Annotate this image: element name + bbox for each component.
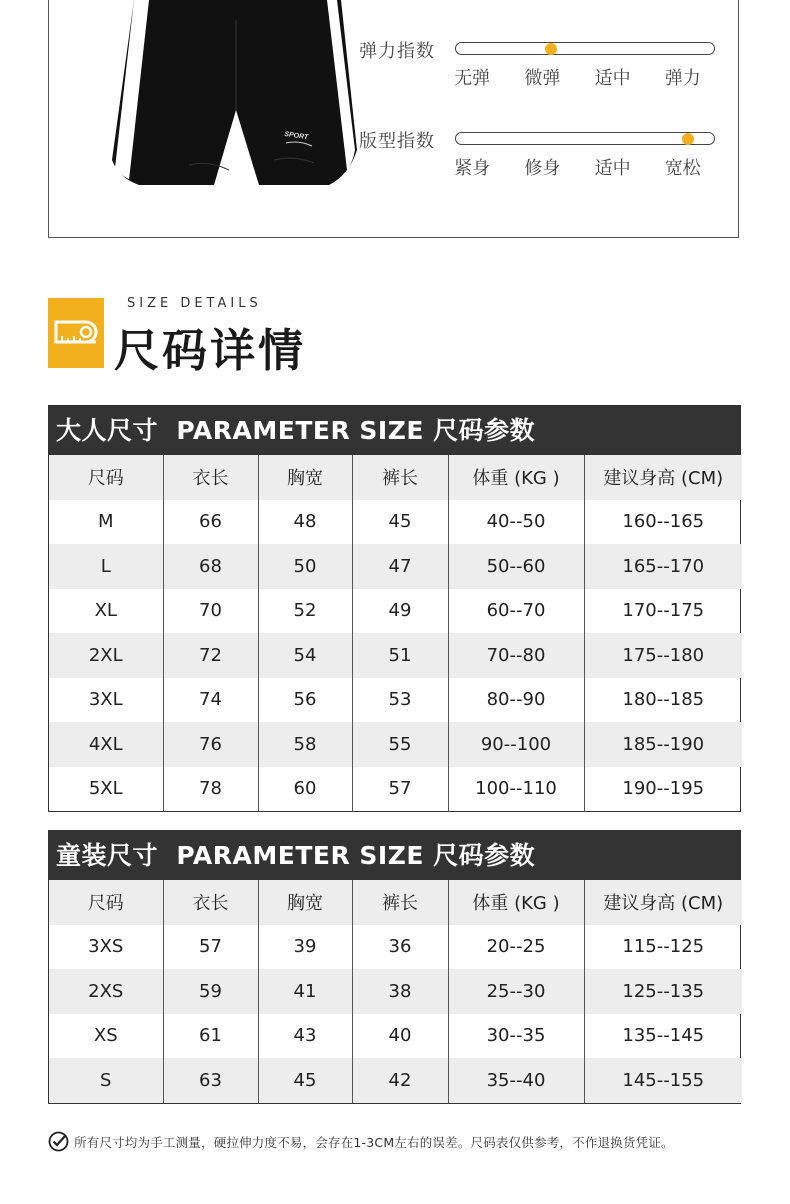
kids-table-cell: 63 bbox=[163, 1058, 258, 1103]
shorts-logo-text: SPORT bbox=[283, 130, 309, 142]
adult-table-cell: L bbox=[49, 544, 163, 589]
kids-table-cell: 36 bbox=[352, 925, 448, 970]
footnote-text: 所有尺寸均为手工测量，硬拉伸力度不易，会存在1-3CM左右的误差。尺码表仅供参考，不作退换货凭证。 bbox=[74, 1135, 674, 1150]
adult-table-cell: 70 bbox=[163, 589, 258, 634]
adult-table-row bbox=[49, 678, 742, 723]
kids-table-cell: 61 bbox=[163, 1014, 258, 1059]
adult-table-cell: 100--110 bbox=[448, 767, 584, 812]
elastic-index-marker bbox=[545, 43, 557, 55]
adult-table-cell: 60--70 bbox=[448, 589, 584, 634]
kids-table-cell: 2XS bbox=[49, 969, 163, 1014]
kids-table-cell: 3XS bbox=[88, 936, 124, 958]
adult-table-cell: 68 bbox=[163, 544, 258, 589]
kids-table-cell: 38 bbox=[352, 969, 448, 1014]
adult-table-cell: 60 bbox=[258, 767, 352, 812]
kids-size-table bbox=[48, 830, 741, 1104]
adult-table-cell: 49 bbox=[352, 589, 448, 634]
elastic-index-label: 弹力指数 bbox=[359, 41, 435, 62]
size-details-heading bbox=[48, 296, 448, 377]
adult-table-cell: 3XL bbox=[88, 689, 123, 711]
adult-column-header: 建议身高 (CM) bbox=[584, 455, 742, 500]
adult-table-cell: 48 bbox=[258, 500, 352, 545]
fit-index-label: 版型指数 bbox=[359, 131, 435, 152]
adult-column-header: 体重 (KG ) bbox=[448, 455, 584, 500]
elastic-index-track bbox=[455, 42, 715, 55]
kids-table-cell: 35--40 bbox=[448, 1058, 584, 1103]
kids-table-cell: 41 bbox=[258, 969, 352, 1014]
adult-table-cell: 53 bbox=[352, 678, 448, 723]
adult-table-cell: 180--185 bbox=[584, 678, 742, 723]
adult-table-cell: 185--190 bbox=[584, 722, 742, 767]
kids-table-cell: 42 bbox=[352, 1058, 448, 1103]
adult-table-cell: 50 bbox=[258, 544, 352, 589]
adult-table-cell: 57 bbox=[352, 767, 448, 812]
adult-size-table bbox=[48, 405, 741, 812]
adult-table-cell: XL bbox=[94, 600, 117, 622]
kids-table-cell: 30--35 bbox=[448, 1014, 584, 1059]
kids-table-row bbox=[49, 1058, 742, 1103]
fit-index-marker bbox=[682, 133, 694, 145]
adult-header-row bbox=[49, 455, 742, 500]
adult-table-cell: 52 bbox=[258, 589, 352, 634]
kids-table-cell: 20--25 bbox=[448, 925, 584, 970]
kids-table-cell: 39 bbox=[258, 925, 352, 970]
kids-table-cell: 135--145 bbox=[584, 1014, 742, 1059]
adult-table-row bbox=[49, 589, 742, 634]
kids-table-cell: 59 bbox=[163, 969, 258, 1014]
kids-table-cell: 43 bbox=[258, 1014, 352, 1059]
kids-column-header: 体重 (KG ) bbox=[448, 880, 584, 925]
adult-table-row bbox=[49, 767, 742, 812]
product-panel bbox=[48, 0, 739, 238]
kids-table-row bbox=[49, 925, 742, 970]
elastic-index-tick: 微弹 bbox=[524, 68, 561, 89]
adult-table-title: 大人尺寸 PARAMETER SIZE 尺码参数 bbox=[49, 406, 740, 455]
adult-table-cell: 74 bbox=[163, 678, 258, 723]
kids-column-header: 衣长 bbox=[163, 880, 258, 925]
fit-index-tick: 适中 bbox=[594, 158, 631, 179]
adult-table-cell: 55 bbox=[352, 722, 448, 767]
fit-index-tick: 紧身 bbox=[454, 158, 491, 179]
adult-size-grid bbox=[49, 455, 742, 811]
adult-table-cell: 160--165 bbox=[584, 500, 742, 545]
kids-table-cell: 145--155 bbox=[584, 1058, 742, 1103]
adult-table-row bbox=[49, 633, 742, 678]
kids-column-header: 建议身高 (CM) bbox=[584, 880, 742, 925]
elastic-index-tick: 适中 bbox=[594, 68, 631, 89]
adult-table-cell: 50--60 bbox=[448, 544, 584, 589]
kids-table-cell: 40 bbox=[352, 1014, 448, 1059]
adult-table-cell: 190--195 bbox=[584, 767, 742, 812]
adult-table-cell: 165--170 bbox=[584, 544, 742, 589]
section-title-zh: 尺码详情 bbox=[114, 324, 307, 377]
adult-column-header: 尺码 bbox=[49, 455, 163, 500]
adult-table-cell: 5XL bbox=[88, 778, 123, 800]
fit-index bbox=[359, 126, 719, 186]
adult-column-header: 衣长 bbox=[163, 455, 258, 500]
adult-table-row bbox=[49, 500, 742, 545]
kids-table-cell: 45 bbox=[258, 1058, 352, 1103]
fit-index-tick: 修身 bbox=[524, 158, 561, 179]
adult-column-header: 裤长 bbox=[352, 455, 448, 500]
adult-table-cell: 170--175 bbox=[584, 589, 742, 634]
section-title-en: SIZE DETAILS bbox=[127, 296, 262, 311]
check-circle-icon bbox=[48, 1131, 69, 1152]
elastic-index bbox=[359, 36, 719, 96]
kids-column-header: 尺码 bbox=[49, 880, 163, 925]
kids-size-grid bbox=[49, 880, 742, 1103]
fit-index-tick: 宽松 bbox=[664, 158, 701, 179]
adult-table-cell: 80--90 bbox=[448, 678, 584, 723]
adult-table-cell: 78 bbox=[163, 767, 258, 812]
kids-table-title: 童装尺寸 PARAMETER SIZE 尺码参数 bbox=[49, 831, 740, 880]
adult-table-cell: 2XL bbox=[49, 633, 163, 678]
kids-table-cell: 57 bbox=[163, 925, 258, 970]
measuring-tape-icon bbox=[48, 298, 104, 368]
measurement-footnote bbox=[48, 1129, 768, 1155]
kids-table-row bbox=[49, 1014, 742, 1059]
adult-table-cell: 45 bbox=[352, 500, 448, 545]
kids-table-cell: 115--125 bbox=[584, 925, 742, 970]
kids-column-header: 胸宽 bbox=[258, 880, 352, 925]
elastic-index-tick: 弹力 bbox=[664, 68, 701, 89]
kids-table-cell: 125--135 bbox=[584, 969, 742, 1014]
adult-table-cell: 76 bbox=[163, 722, 258, 767]
adult-table-cell: 4XL bbox=[49, 722, 163, 767]
adult-table-cell: M bbox=[97, 511, 114, 533]
fit-index-track bbox=[455, 132, 715, 145]
adult-table-cell: 175--180 bbox=[584, 633, 742, 678]
sport-shorts-image bbox=[79, 0, 379, 200]
adult-table-cell: 51 bbox=[352, 633, 448, 678]
kids-table-cell: XS bbox=[93, 1025, 118, 1047]
kids-table-cell: 25--30 bbox=[448, 969, 584, 1014]
adult-table-cell: 56 bbox=[258, 678, 352, 723]
adult-table-row bbox=[49, 544, 742, 589]
adult-table-cell: 72 bbox=[163, 633, 258, 678]
fit-index-ticks bbox=[456, 154, 726, 178]
adult-table-cell: 47 bbox=[352, 544, 448, 589]
adult-table-row bbox=[49, 722, 742, 767]
adult-table-cell: 66 bbox=[163, 500, 258, 545]
adult-table-cell: 58 bbox=[258, 722, 352, 767]
adult-table-cell: 54 bbox=[258, 633, 352, 678]
kids-column-header: 裤长 bbox=[352, 880, 448, 925]
kids-table-cell: S bbox=[49, 1058, 163, 1103]
elastic-index-tick: 无弹 bbox=[454, 68, 491, 89]
adult-table-cell: 70--80 bbox=[448, 633, 584, 678]
kids-table-row bbox=[49, 969, 742, 1014]
elastic-index-ticks bbox=[456, 64, 726, 88]
kids-header-row bbox=[49, 880, 742, 925]
adult-table-cell: 40--50 bbox=[448, 500, 584, 545]
adult-column-header: 胸宽 bbox=[258, 455, 352, 500]
adult-table-cell: 90--100 bbox=[448, 722, 584, 767]
